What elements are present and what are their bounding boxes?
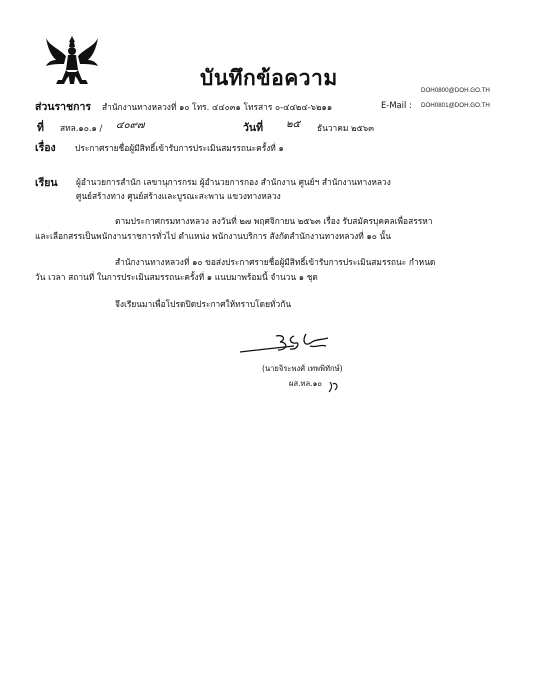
- to-line-2: ศูนย์สร้างทาง ศูนย์สร้างและบูรณะสะพาน แขวงทางหลวง: [76, 191, 281, 201]
- date-day: ๒๕: [286, 119, 301, 130]
- memo-title: บันทึกข้อความ: [200, 66, 338, 90]
- to-label: เรียน: [35, 177, 58, 189]
- subject-value: ประกาศรายชื่อผู้มีสิทธิ์เข้ารับการประเมินสมรรถนะครั้งที่ ๑: [75, 143, 284, 153]
- para1-line-2: และเลือกสรรเป็นพนักงานราชการทั่วไป ตำแหน่ง พนักงานบริการ สังกัดสำนักงานทางหลวงที่ ๑๐ นั้น: [35, 231, 391, 241]
- para2-line-2: วัน เวลา สถานที่ ในการประเมินสมรรถนะครั้งที่ ๑ แนบมาพร้อมนี้ จำนวน ๑ ชุด: [35, 272, 318, 282]
- initials-mark-icon: [327, 378, 341, 394]
- para1-line-1: ตามประกาศกรมทางหลวง ลงวันที่ ๒๗ พฤศจิกายน ๒๕๖๓ เรื่อง รับสมัครบุคคลเพื่อสรรหา: [115, 216, 433, 226]
- email-2: DOH0801@DOH.GO.TH: [421, 102, 490, 109]
- ref-value: สทล.๑๐.๑ /: [60, 123, 103, 133]
- department-label: ส่วนราชการ: [35, 101, 92, 113]
- signer-position: ผส.ทล.๑๐: [289, 379, 323, 388]
- email-1: DOH0800@DOH.GO.TH: [421, 87, 490, 94]
- ref-label: ที่: [37, 122, 44, 134]
- to-line-1: ผู้อำนวยการสำนัก เลขานุการกรม ผู้อำนวยการกอง สำนักงาน ศูนย์ฯ สำนักงานทางหลวง: [76, 177, 391, 187]
- date-month-year: ธันวาคม ๒๕๖๓: [317, 123, 374, 133]
- para2-line-1: สำนักงานทางหลวงที่ ๑๐ ขอส่งประกาศรายชื่อผู้มีสิทธิ์เข้ารับการประเมินสมรรถนะ กำหนด: [115, 257, 436, 267]
- date-label: วันที่: [243, 122, 263, 134]
- department-value: สำนักงานทางหลวงที่ ๑๐ โทร. ๔๔๐๓๑ โทรสาร ๐-๔๔๒๔-๖๒๑๑: [102, 102, 333, 112]
- garuda-emblem-icon: [44, 34, 100, 88]
- subject-label: เรื่อง: [35, 142, 56, 154]
- email-label: E-Mail :: [381, 100, 412, 110]
- closing-line: จึงเรียนมาเพื่อโปรดปิดประกาศให้ทราบโดยทั่วกัน: [115, 299, 292, 309]
- ref-number: ๔๐๙๗: [116, 120, 145, 131]
- signer-name: (นายจิระพงศ์ เทพพิทักษ์): [262, 364, 343, 373]
- signature-icon: [236, 330, 332, 360]
